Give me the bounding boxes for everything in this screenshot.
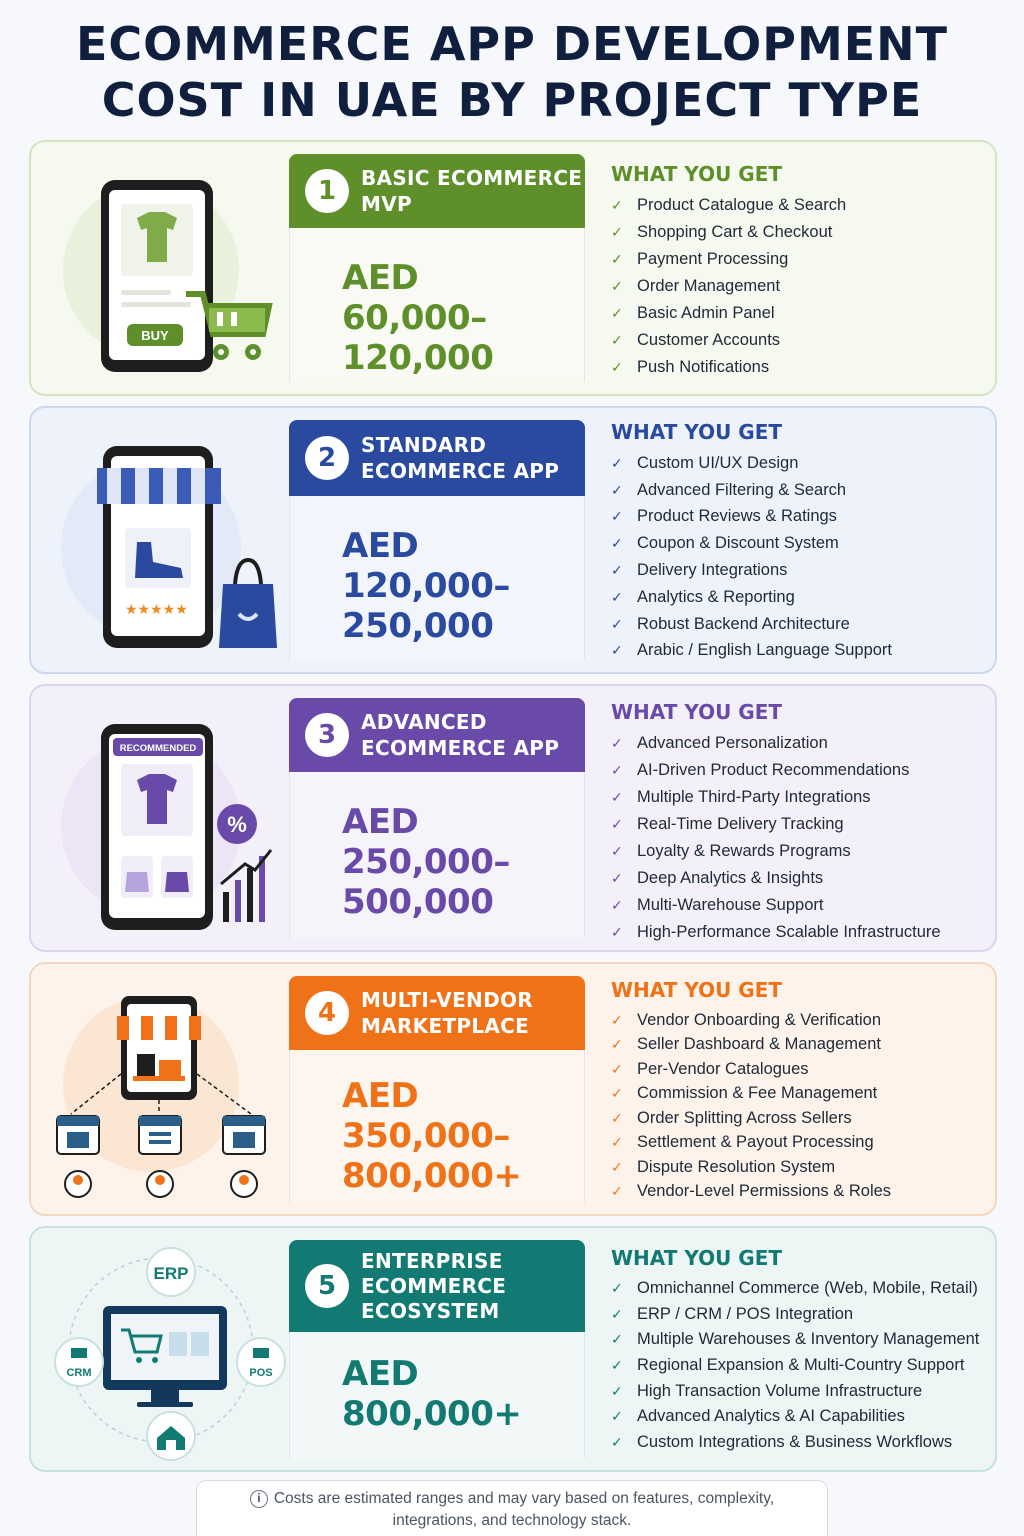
feature-item (611, 1155, 891, 1180)
feature-label: Commission & Fee Management (637, 1084, 878, 1103)
feature-list (611, 162, 846, 381)
feature-label: Advanced Filtering & Search (637, 480, 847, 499)
check-icon: ✓ (611, 1011, 623, 1028)
check-icon: ✓ (611, 1433, 623, 1450)
check-icon: ✓ (611, 924, 623, 940)
feature-item (611, 1353, 979, 1379)
price-box (289, 1050, 585, 1202)
feature-label: Dispute Resolution System (637, 1157, 836, 1176)
tier-header-basic (289, 154, 585, 228)
erp-node-icon (147, 1248, 195, 1296)
feature-item (611, 584, 892, 611)
feature-label: Per-Vendor Catalogues (637, 1059, 809, 1078)
footer-line-2: integrations, and technology stack. (392, 1512, 632, 1529)
feature-list (611, 700, 941, 946)
enterprise-illustration (41, 1238, 291, 1464)
feature-label: Real-Time Delivery Tracking (637, 815, 844, 833)
tier-price: AED 800,000+ (342, 1354, 522, 1434)
warehouse-node-icon (147, 1412, 195, 1460)
feature-label: Payment Processing (637, 250, 789, 268)
feature-item (611, 354, 846, 381)
tier-number-badge: 3 (305, 713, 349, 757)
check-icon: ✓ (611, 454, 623, 471)
feature-label: Settlement & Payout Processing (637, 1133, 874, 1152)
feature-item (611, 784, 941, 811)
feature-label: Arabic / English Language Support (637, 641, 893, 660)
feature-item (611, 811, 941, 838)
check-icon: ✓ (611, 816, 623, 832)
basic-illustration (41, 152, 291, 382)
check-icon: ✓ (611, 1357, 623, 1374)
check-icon: ✓ (611, 278, 623, 294)
check-icon: ✓ (611, 1408, 623, 1425)
rating-stars-icon: ★★★★★ (125, 601, 188, 617)
feature-label: Delivery Integrations (637, 561, 788, 580)
price-box (289, 496, 585, 660)
info-icon: i (250, 1490, 268, 1508)
feature-label: Seller Dashboard & Management (637, 1035, 881, 1054)
feature-label: Advanced Personalization (637, 734, 828, 752)
tier-number-badge: 5 (305, 1264, 349, 1308)
features-container (611, 450, 892, 664)
tier-card-enterprise (29, 1226, 997, 1472)
tier-price: AED 350,000– 800,000+ (342, 1076, 522, 1196)
check-icon: ✓ (611, 1331, 623, 1348)
feature-item (611, 246, 846, 273)
feature-label: High Transaction Volume Infrastructure (637, 1381, 923, 1400)
tier-number-badge: 1 (305, 169, 349, 213)
title-line-2: COST IN UAE BY PROJECT TYPE (101, 73, 923, 127)
feature-item (611, 504, 892, 531)
tier-card-advanced (29, 684, 997, 952)
tier-card-marketplace (29, 962, 997, 1216)
check-icon: ✓ (611, 762, 623, 778)
feature-item (611, 192, 846, 219)
tier-card-basic (29, 140, 997, 396)
feature-item (611, 327, 846, 354)
what-you-get-heading: WHAT YOU GET (611, 420, 783, 444)
feature-item (611, 638, 892, 665)
price-box (289, 228, 585, 382)
pos-node-icon (237, 1338, 285, 1386)
feature-item (611, 557, 892, 584)
tier-name: ADVANCED ECOMMERCE APP (361, 710, 560, 760)
what-you-get-heading: WHAT YOU GET (611, 162, 783, 186)
feature-label: Shopping Cart & Checkout (637, 223, 833, 241)
feature-item (611, 730, 941, 757)
tier-number-badge: 2 (305, 436, 349, 480)
tier-number-badge: 4 (305, 991, 349, 1035)
feature-item (611, 1057, 891, 1082)
features-container (611, 1276, 979, 1455)
advanced-illustration (41, 696, 291, 936)
check-icon: ✓ (611, 789, 623, 805)
footer-line-1: Costs are estimated ranges and may vary based on features, complexity, (273, 1490, 775, 1507)
check-icon: ✓ (611, 251, 623, 267)
feature-item (611, 611, 892, 638)
disclaimer-footer (196, 1480, 828, 1536)
feature-list (611, 420, 892, 664)
feature-label: Customer Accounts (637, 331, 781, 349)
svg-text:POS: POS (249, 1367, 273, 1379)
check-icon: ✓ (611, 1158, 623, 1175)
tier-name: BASIC ECOMMERCE MVP (361, 166, 583, 216)
feature-label: Custom Integrations & Business Workflows (637, 1432, 953, 1451)
tier-price: AED 60,000– 120,000 (342, 258, 494, 378)
bag-icon (125, 872, 149, 892)
title-line-1: ECOMMERCE APP DEVELOPMENT (75, 17, 949, 71)
feature-label: Push Notifications (637, 358, 770, 376)
tier-header-advanced (289, 698, 585, 772)
feature-item (611, 1131, 891, 1156)
feature-item (611, 219, 846, 246)
feature-label: AI-Driven Product Recommendations (637, 761, 910, 779)
feature-item (611, 757, 941, 784)
check-icon: ✓ (611, 735, 623, 751)
what-you-get-heading: WHAT YOU GET (611, 700, 783, 724)
check-icon: ✓ (611, 481, 623, 498)
feature-label: Multiple Third-Party Integrations (637, 788, 871, 806)
svg-text:ERP: ERP (153, 1264, 189, 1283)
check-icon: ✓ (611, 588, 623, 605)
feature-label: Order Management (637, 277, 781, 295)
check-icon: ✓ (611, 1305, 623, 1322)
tier-name: STANDARD ECOMMERCE APP (361, 433, 560, 483)
tier-header-enterprise (289, 1240, 585, 1332)
monitor-icon (103, 1306, 227, 1407)
feature-label: Basic Admin Panel (637, 304, 775, 322)
tier-price: AED 120,000– 250,000 (342, 526, 510, 646)
standard-illustration (41, 418, 291, 658)
what-you-get-heading: WHAT YOU GET (611, 1246, 783, 1270)
feature-label: ERP / CRM / POS Integration (637, 1304, 854, 1323)
feature-label: Product Reviews & Ratings (637, 507, 837, 526)
check-icon: ✓ (611, 535, 623, 552)
check-icon: ✓ (611, 642, 623, 659)
features-container (611, 730, 941, 946)
svg-text:%: % (227, 812, 247, 837)
check-icon: ✓ (611, 870, 623, 886)
feature-list (611, 978, 891, 1204)
check-icon: ✓ (611, 1280, 623, 1297)
feature-label: Product Catalogue & Search (637, 196, 847, 214)
svg-text:CRM: CRM (66, 1367, 92, 1379)
tier-name: MULTI-VENDOR MARKETPLACE (361, 988, 533, 1038)
feature-label: Coupon & Discount System (637, 534, 839, 553)
check-icon: ✓ (611, 1183, 623, 1200)
feature-label: Custom UI/UX Design (637, 453, 799, 472)
feature-label: Advanced Analytics & AI Capabilities (637, 1407, 905, 1426)
check-icon: ✓ (611, 508, 623, 525)
check-icon: ✓ (611, 332, 623, 348)
feature-label: Order Splitting Across Sellers (637, 1108, 852, 1127)
price-box (289, 1332, 585, 1458)
storefront-icon (117, 996, 201, 1100)
feature-item (611, 1378, 979, 1404)
bag-icon (165, 872, 189, 892)
check-icon: ✓ (611, 1060, 623, 1077)
recommended-label: RECOMMENDED (119, 743, 197, 754)
features-container (611, 1008, 891, 1204)
feature-label: Deep Analytics & Insights (637, 869, 824, 887)
check-icon: ✓ (611, 359, 623, 375)
feature-label: Omnichannel Commerce (Web, Mobile, Retail) (637, 1279, 978, 1298)
feature-item (611, 892, 941, 919)
feature-label: Vendor-Level Permissions & Roles (637, 1182, 892, 1201)
tier-price: AED 250,000– 500,000 (342, 802, 510, 922)
feature-item (611, 1033, 891, 1058)
feature-item (611, 1327, 979, 1353)
check-icon: ✓ (611, 1036, 623, 1053)
feature-label: Loyalty & Rewards Programs (637, 842, 851, 860)
feature-item (611, 838, 941, 865)
feature-item (611, 1180, 891, 1205)
feature-item (611, 1404, 979, 1430)
feature-label: Multi-Warehouse Support (637, 896, 824, 914)
check-icon: ✓ (611, 615, 623, 632)
price-box (289, 772, 585, 938)
crm-node-icon (55, 1338, 103, 1386)
feature-item (611, 1430, 979, 1456)
feature-label: Robust Backend Architecture (637, 614, 850, 633)
marketplace-illustration (41, 974, 291, 1204)
features-container (611, 192, 846, 381)
check-icon: ✓ (611, 305, 623, 321)
check-icon: ✓ (611, 1134, 623, 1151)
feature-item (611, 1008, 891, 1033)
check-icon: ✓ (611, 897, 623, 913)
feature-item (611, 300, 846, 327)
vendor-store-icon (223, 1116, 265, 1197)
feature-label: Multiple Warehouses & Inventory Management (637, 1330, 980, 1349)
feature-label: High-Performance Scalable Infrastructure (637, 923, 941, 941)
feature-item (611, 919, 941, 946)
feature-list (611, 1246, 979, 1455)
tier-name: ENTERPRISE ECOMMERCE ECOSYSTEM (361, 1248, 507, 1323)
check-icon: ✓ (611, 1382, 623, 1399)
feature-label: Vendor Onboarding & Verification (637, 1010, 881, 1029)
feature-item (611, 273, 846, 300)
tier-header-standard (289, 420, 585, 496)
check-icon: ✓ (611, 197, 623, 213)
feature-item (611, 1106, 891, 1131)
page-title (0, 16, 1024, 128)
check-icon: ✓ (611, 562, 623, 579)
feature-item (611, 477, 892, 504)
feature-item (611, 450, 892, 477)
feature-label: Regional Expansion & Multi-Country Support (637, 1356, 965, 1375)
check-icon: ✓ (611, 1109, 623, 1126)
buy-label: BUY (141, 328, 169, 343)
storefront-awning-icon (97, 468, 221, 504)
percent-badge-icon (217, 804, 257, 844)
check-icon: ✓ (611, 843, 623, 859)
check-icon: ✓ (611, 224, 623, 240)
tier-header-marketplace (289, 976, 585, 1050)
vendor-store-icon (57, 1116, 99, 1197)
feature-item (611, 865, 941, 892)
tier-card-standard (29, 406, 997, 674)
feature-item (611, 1276, 979, 1302)
feature-item (611, 530, 892, 557)
feature-item (611, 1302, 979, 1328)
what-you-get-heading: WHAT YOU GET (611, 978, 783, 1002)
feature-label: Analytics & Reporting (637, 587, 795, 606)
check-icon: ✓ (611, 1085, 623, 1102)
feature-item (611, 1082, 891, 1107)
